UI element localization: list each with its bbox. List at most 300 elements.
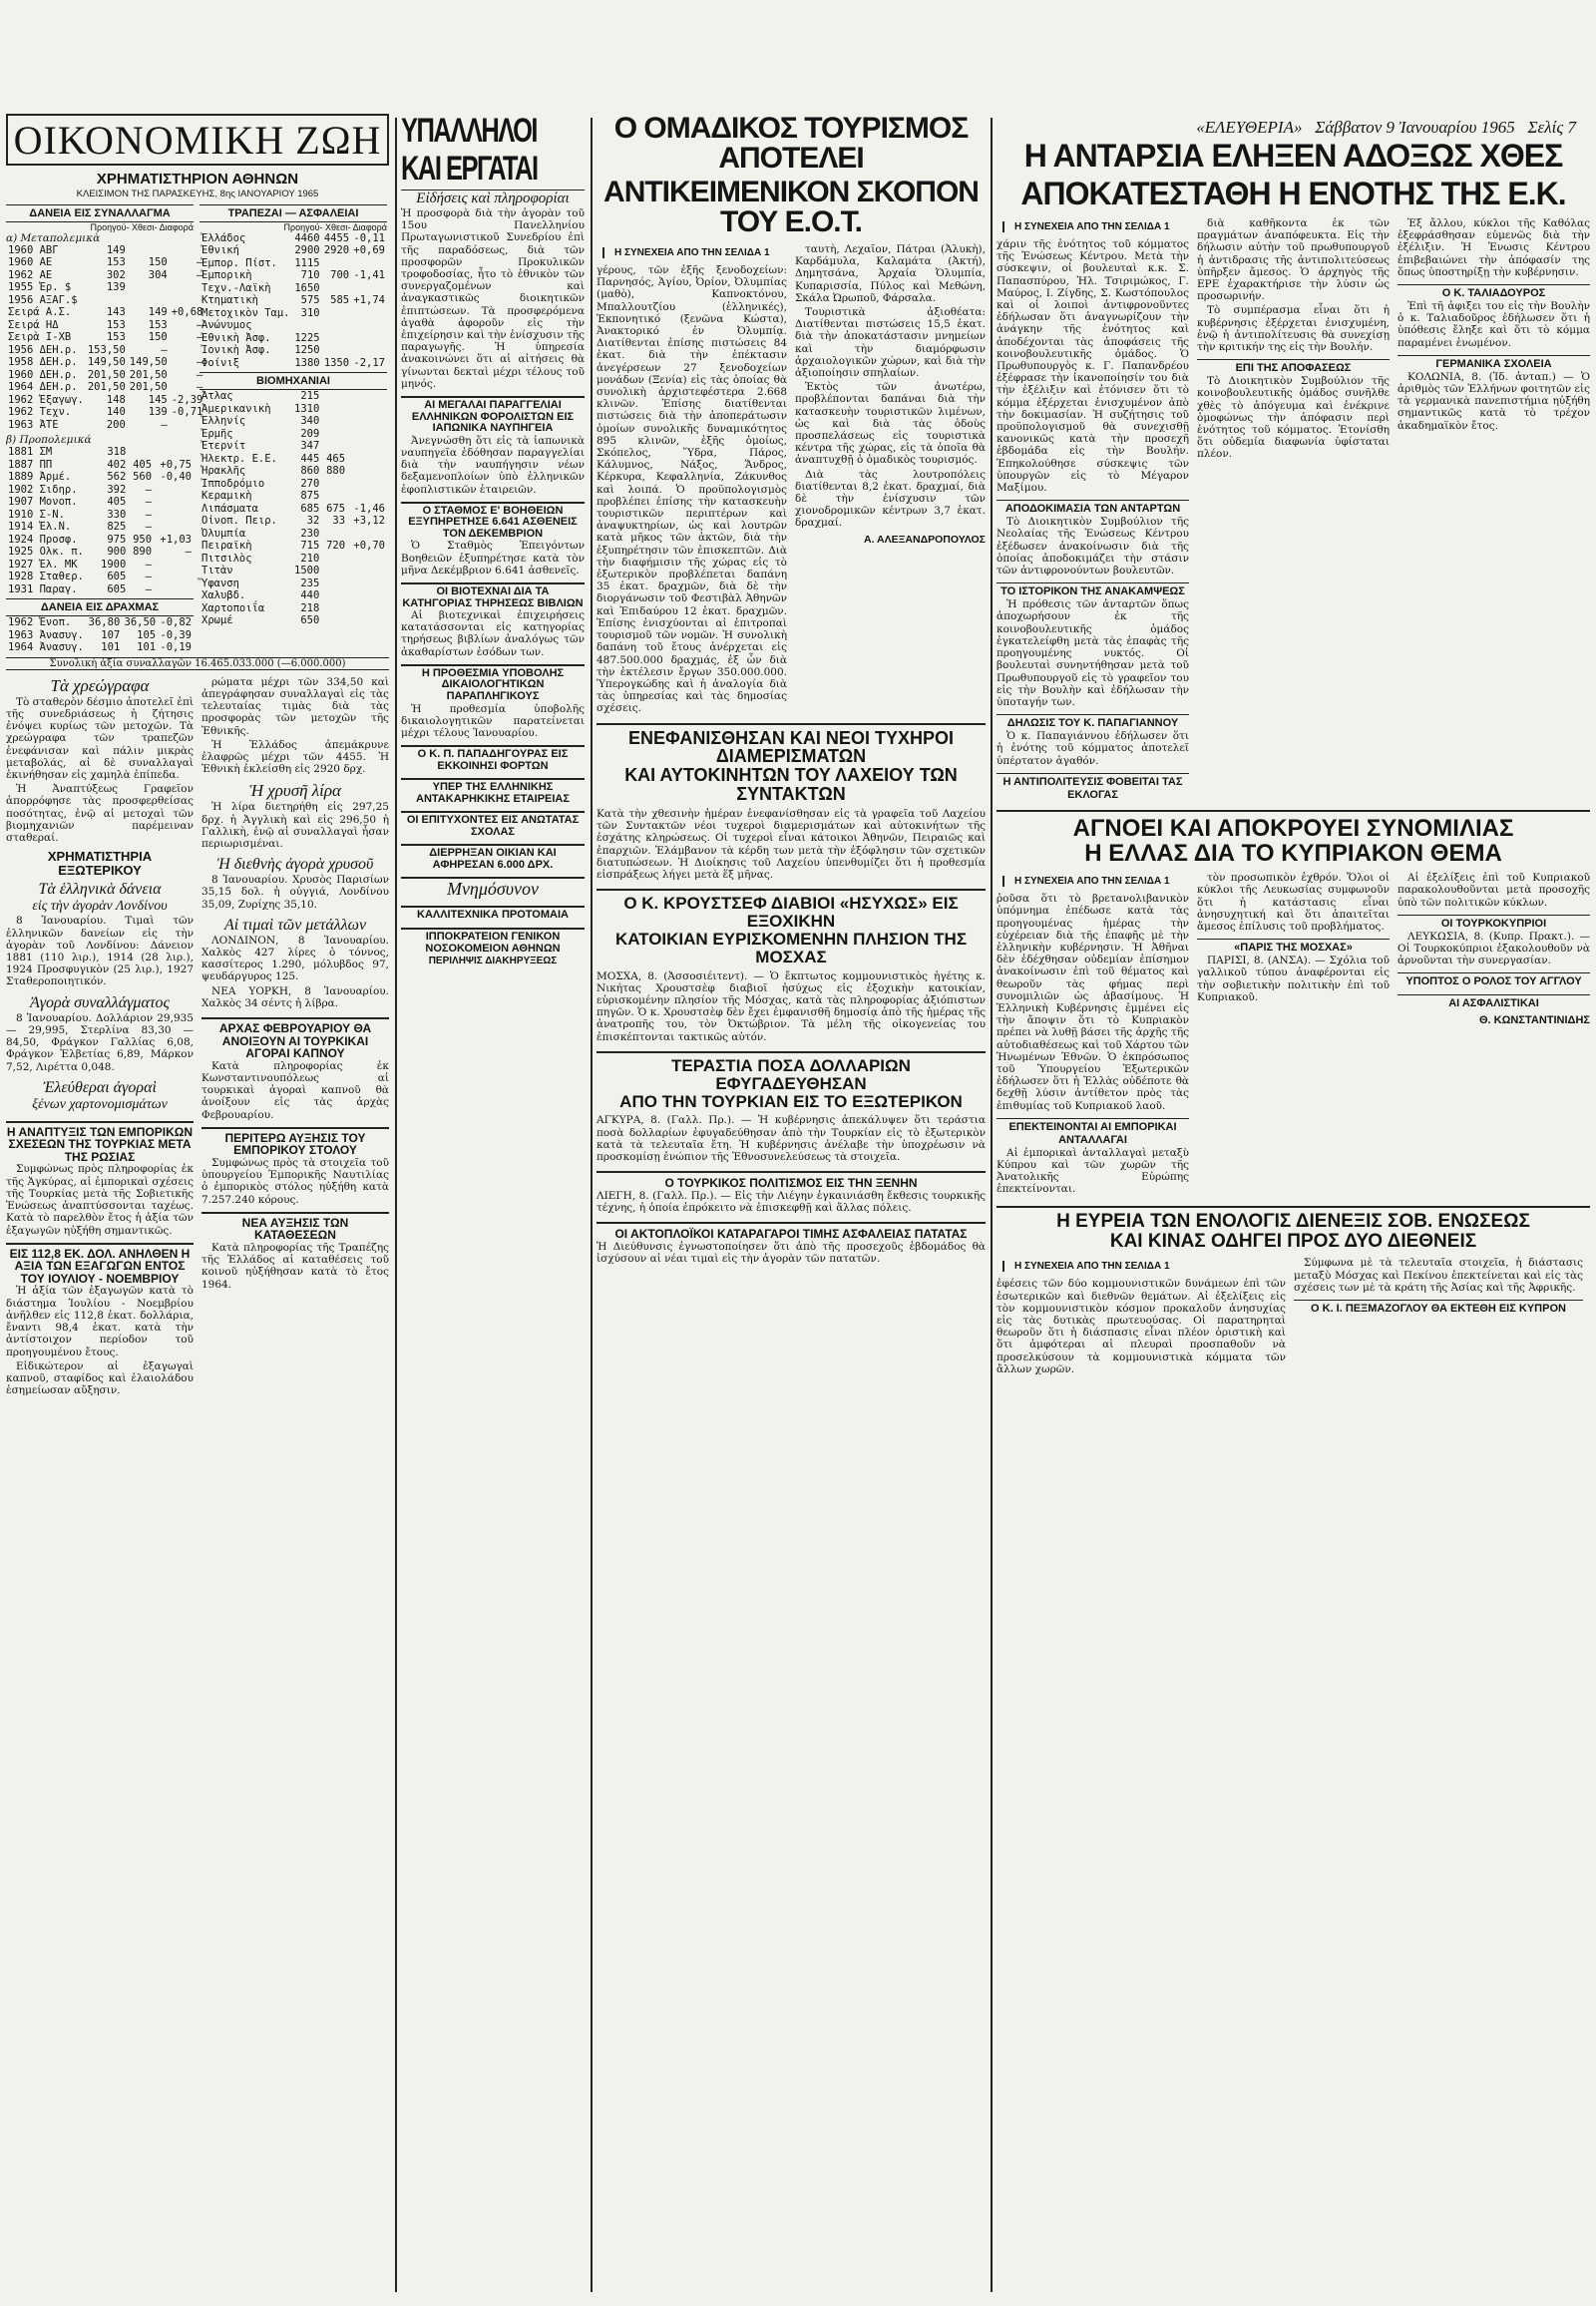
opposition-title: Η ΑΝΤΙΠΟΛΙΤΕΥΣΙΣ ΦΟΒΕΙΤΑΙ ΤΑΣ ΕΚΛΟΓΑΣ [997, 773, 1189, 802]
loans-sub-a: α) Μεταπολεμικὰ [6, 231, 101, 244]
table-row [6, 244, 204, 257]
taliadouros-text: Ἐπὶ τῆ ἀφιξει του εἰς τὴν Βουλὴν ὁ κ. Ταλιαδοῦρος ἐδήλωσεν ὅτι ἡ ὑπόθεσις ἔληξε καὶ ὅτι τὸ κόμμα παραμένει ἑνωμένον. [1397, 300, 1590, 349]
row-label: 1956 ΑΞΑΓ.$ [8, 293, 78, 306]
row-value: 235 [300, 576, 320, 589]
row-value: 585 [330, 294, 350, 307]
statement2-title: ΕΠΙ ΤΗΣ ΑΠΟΦΑΣΕΩΣ [1197, 359, 1390, 375]
turkish-cypriots-title: ΟΙ ΤΟΥΡΚΟΚΥΠΡΙΟΙ [1397, 915, 1590, 931]
row-value [347, 614, 387, 627]
loans-header: ΔΑΝΕΙΑ ΕΙΣ ΣΥΝΑΛΛΑΓΜΑ [6, 204, 194, 222]
table-row [6, 394, 204, 407]
row-value [347, 453, 387, 466]
row-value: 347 [300, 440, 320, 453]
free-market-title: Ἐλεύθεραι ἀγοραὶ [43, 1078, 157, 1096]
statement-title: ΑΠΟΔΟΚΙΜΑΣΙΑ ΤΩΝ ΑΝΤΑΡΤΩΝ [997, 500, 1189, 516]
producers-text: Ἀνεγνώσθη ὅτι εἰς τὰ ἰαπωνικὰ ναυπηγεῖα ἐδόθησαν παραγγελίαι διὰ τὴν ναυπήγησιν νέων δεξαμενοπλοίων ὑπὸ ἑλληνικῶν ἐφοπλιστικῶν ἑταιρειῶν. [401, 434, 585, 496]
row-value [321, 428, 347, 441]
row-label: Λιπάσματα [201, 502, 258, 515]
gold-world-title: Ἡ διεθνὴς ἀγορὰ χρυσοῦ [216, 856, 374, 874]
economy-right-text [201, 676, 389, 1399]
asia-text: Ἡ ἀξία τῶν ἐξαγωγῶν κατὰ τὸ διάστημα Ἰουλίου - Νοεμβρίου ἀνῆλθεν εἰς 112,8 ἑκατ. δολλάρια, ἔναντι 98,4 ἑκατ. κατὰ τὴν ἀντίστοιχον περίοδον τοῦ προηγουμένου ἔτους. Εἰδικώτερον αἱ ἐξαγωγαὶ καπνοῦ, σταφίδος καὶ ἐλαιολάδου ἐσημείωσαν αὔξησιν. [6, 1285, 194, 1397]
table-row [200, 357, 387, 370]
table-row [200, 503, 387, 516]
row-label: 1927 Ἐλ. ΜΚ [8, 558, 78, 571]
row-value [347, 577, 387, 590]
china-title-line1: Η ΕΥΡΕΙΑ ΤΩΝ ΕΝΟΛΟΓΙΣ ΔΙΕΝΕΞΙΣ ΣΟΒ. ΕΝΩΣΕΩΣ [1056, 1210, 1530, 1232]
china-end-title: Ο Κ. Ι. ΠΕΞΜΑΖΟΓΛΟΥ ΘΑ ΕΚΤΕΘΗ ΕΙΣ ΚΥΠΡΟΝ [1294, 1300, 1583, 1316]
row-label: Τεχν.-Λαϊκὴ [201, 281, 271, 294]
page-number: Σελίς 7 [1527, 118, 1576, 137]
row-label: 1881 ΣΜ [8, 446, 53, 459]
row-value: +0,75 [160, 458, 192, 471]
tourism-title-line1: Ο ΟΜΑΔΙΚΟΣ ΤΟΥΡΙΣΜΟΣ ΑΠΟΤΕΛΕΙ [613, 114, 969, 175]
papageorgiou-title: Ο Κ. Π. ΠΑΠΑΔΗΓΟΥΡΑΣ ΕΙΣ ΕΚΚΟΙΝΗΣΙ ΦΟΡΤΩΝ [401, 745, 585, 772]
table-row [6, 256, 204, 269]
market-commentary: ρώματα μέχρι τῶν 334,50 καὶ ἀπεγράφησαν συναλλαγαὶ εἰς τὰς τελευταίας τιμὰς διὰ τὰς προσφορὰς τῶν μετοχῶν τῆς Ἐθνικῆς. Ἡ Ἑλλάδος ἀπεμάκρυνε ἐλαφρῶς μέχρι τῶν 4455. Ἡ Ἐθνικὴ ἐκλείσθη εἰς 2920 δρχ. [201, 675, 389, 776]
london-title: Τὰ ἑλληνικὰ δάνεια [38, 881, 162, 899]
issue-date: Σάββατον 9 Ἰανουαρίου 1965 [1315, 118, 1515, 137]
row-label: 1964 ΔΕΗ.ρ. [8, 381, 78, 394]
bourse-title: ΧΡΗΜΑΤΙΣΤΗΡΙΟΝ ΑΘΗΝΩΝ [96, 171, 299, 188]
row-value: 209 [300, 427, 320, 440]
row-value [321, 577, 347, 590]
row-value: 201,50 [129, 381, 168, 394]
loans-table [6, 244, 204, 432]
table-row [6, 381, 204, 394]
table-row [6, 281, 204, 294]
row-value: — [145, 571, 153, 583]
table-row [6, 471, 194, 484]
middle-section [597, 114, 986, 2304]
row-value [322, 282, 351, 295]
deposits-title: ΝΕΑ ΑΥΞΗΣΙΣ ΤΩΝ ΚΑΤΑΘΕΣΕΩΝ [201, 1212, 389, 1242]
row-value: 900 [107, 546, 127, 559]
row-value: — [197, 381, 203, 394]
row-value: 860 [300, 465, 320, 478]
row-value: — [197, 268, 203, 281]
china-body-2: Σύμφωνα μὲ τὰ τελευταῖα στοιχεῖα, ἡ διάστασις μεταξὺ Μόσχας καὶ Πεκίνου ἐπεκτείνεται καὶ εἰς τὰς σχέσεις των μὲ τὰ κράτη τῆς Ἀσίας καὶ τῆς Ἀφρικῆς. [1294, 1257, 1583, 1294]
industry-header: ΒΙΟΜΗΧΑΝΙΑΙ [200, 372, 387, 390]
row-value: 201,50 [87, 368, 126, 381]
row-label: Πειραϊκὴ [201, 540, 252, 553]
drachma-header: ΔΑΝΕΙΑ ΕΙΣ ΔΡΑΧΜΑΣ [6, 598, 194, 616]
row-value: -2,17 [353, 356, 385, 369]
exchange-text: 8 Ἰανουαρίου. Δολλάριον 29,935 — 29,995, Στερλίνα 83,30 — 84,50, Φράγκον Γαλλίας 6,08, Φράγκον Ἑλβετίας 6,89, Μάρκον 7,52, Λιρέττα 0,048. [6, 1011, 194, 1073]
statement2-text: Τὸ Διοικητικὸν Συμβούλιον τῆς κοινοβουλευτικῆς ὁμάδος συνῆλθε χθὲς τὸ ἀπόγευμα καὶ ἐνέκρινε ὁμοφώνως τὴν ἀπόφασιν περὶ ἑνότητος τοῦ κόμματος. Ἐτονίσθη ὅτι οὐδεμία διαφωνία ὑφίσταται πλέον. [1197, 375, 1390, 461]
row-value: 210 [300, 552, 320, 565]
table-row [6, 534, 194, 547]
row-value: — [197, 256, 203, 269]
row-label: 1960 ΑΒΓ [8, 243, 59, 256]
row-label: Σειρά ΗΔ [8, 318, 59, 331]
row-value: 32 [306, 515, 320, 528]
row-value [347, 440, 387, 453]
row-value: -1,41 [353, 269, 385, 282]
khrushchev-title-line2: ΚΑΤΟΙΚΙΑΝ ΕΥΡΙΣΚΟΜΕΝΗΝ ΠΛΗΣΙΟΝ ΤΗΣ ΜΟΣΧΑΣ [614, 929, 968, 966]
row-value: -0,11 [353, 231, 385, 244]
potato-body: Ἡ Διεύθυνσις ἐγνωστοποίησεν ὅτι ἀπὸ τῆς προσεχοῦς ἑβδομάδος θὰ ἰσχύσουν αἱ νέαι τιμαὶ εἰς τὴν ἀγορὰν τῶν πατατῶν. [597, 1240, 986, 1266]
economy-banner [6, 114, 389, 166]
row-value: 685 [300, 502, 320, 515]
row-value: 1380 [294, 356, 320, 369]
revolt-continuation: Η ΣΥΝΕΧΕΙΑ ΑΠΟ ΤΗΝ ΣΕΛΙΔΑ 1 [1002, 221, 1189, 232]
students-text: ΚΟΛΩΝΙΑ, 8. (Ἰδ. ἀνταπ.) — Ὁ ἀριθμὸς τῶν Ἑλλήνων φοιτητῶν εἰς τὰ γερμανικὰ πανεπιστήμια ηὐξήθη σημαντικῶς κατὰ τὸ τρέχον ἀκαδημαϊκὸν ἔτος. [1397, 370, 1590, 432]
row-label: 1962 ΑΕ [8, 268, 53, 281]
row-value: 560 [133, 471, 153, 484]
row-value: — [145, 508, 153, 521]
row-value: 4455 [323, 231, 350, 244]
table-row [6, 583, 194, 596]
row-label: 1924 Προσφ. [8, 533, 78, 546]
row-value: 318 [107, 446, 127, 459]
row-label: Χαλυβδ. [201, 589, 246, 602]
row-value [351, 332, 387, 345]
row-value [351, 319, 387, 332]
industry-table [200, 390, 387, 627]
row-value: 105 [137, 628, 157, 641]
row-value: 875 [300, 490, 320, 503]
free-market-sub: ξένων χαρτονομισμάτων [32, 1096, 168, 1112]
schools-title: ΟΙ ΕΠΙΤΥΧΟΝΤΕΣ ΕΙΣ ΑΝΩΤΑΤΑΣ ΣΧΟΛΑΣ [401, 811, 585, 838]
row-value: 605 [107, 582, 127, 595]
row-value [321, 602, 347, 615]
row-label: 1962 Ἐνοπ. [8, 616, 72, 629]
row-value: 150 [148, 331, 168, 344]
row-label: Ἐμπορ. Πίστ. [201, 256, 277, 269]
row-value [322, 257, 351, 270]
row-value: 675 [326, 502, 346, 515]
row-value: 605 [107, 571, 127, 583]
row-value: — [145, 558, 153, 571]
table-row [6, 496, 194, 509]
row-value [321, 478, 347, 491]
row-value [321, 440, 347, 453]
row-label: 1925 Ολκ. π. [8, 546, 84, 559]
row-value: — [197, 356, 203, 369]
row-value: 36,80 [88, 616, 121, 629]
economy-section [6, 114, 389, 2304]
table-row [6, 641, 194, 654]
table-row [6, 369, 204, 382]
row-value: 880 [326, 465, 346, 478]
row-value: 153 [106, 331, 126, 344]
row-value: 575 [300, 294, 320, 307]
table-row [6, 294, 204, 307]
row-value: -1,46 [353, 502, 385, 515]
row-value: 465 [326, 452, 346, 465]
row-value: 1115 [294, 256, 320, 269]
china-title-line2: ΚΑΙ ΚΙΝΑΣ ΟΔΗΓΕΙ ΠΡΟΣ ΔΥΟ ΔΙΕΘΝΕΙΣ [1109, 1230, 1477, 1252]
row-value: +3,12 [353, 515, 385, 528]
row-value: 330 [107, 508, 127, 521]
row-label: Κτηματικὴ [201, 294, 258, 307]
row-value: — [185, 546, 192, 559]
hospital-sub: ΠΕΡΙΛΗΨΙΣ ΔΙΑΚΗΡΥΞΕΩΣ [428, 956, 558, 967]
bourse-date: ΚΛΕΙΣΙΜΟΝ ΤΗΣ ΠΑΡΑΣΚΕΥΗΣ, 8ης ΙΑΝΟΥΑΡΙΟΥ 1965 [76, 188, 319, 199]
students-title: ΓΕΡΜΑΝΙΚΑ ΣΧΟΛΕΙΑ [1397, 355, 1590, 371]
table-row [200, 490, 387, 503]
table-row [6, 484, 194, 497]
potato-article [597, 1222, 986, 1265]
row-value [351, 282, 387, 295]
china-body: ἐφέσεις τῶν δύο κομμουνιστικῶν δυνάμεων ἐπὶ τῶν ἐσωτερικῶν καὶ διεθνῶν θεμάτων. Αἱ ἐξελίξεις εἰς τὸν κομμουνιστικὸν κόσμον προκαλοῦν ἀνησυχίας εἰς τὰς δυτικὰς πρωτευούσας. Οἱ παρατηρηταὶ θεωροῦν ὅτι ἡ διάσπασις εἶναι πλέον ὁριστικὴ καὶ ὅτι ἀμφότεραι αἱ πλευραὶ προσπαθοῦν νὰ προσελκύσουν τὰ κομμουνιστικὰ κόμματα τῶν ἄλλων χωρῶν. [997, 1278, 1286, 1375]
row-value: 148 [106, 393, 126, 406]
metals-text: ΛΟΝΔΙΝΟΝ, 8 Ἰανουαρίου. Χαλκὸς 427 λίρες ὁ τόννος, κασσίτερος 1.290, μόλυβδος 97, ψευδάργυρος 125. ΝΕΑ ΥΟΡΚΗ, 8 Ἰανουαρίου. Χαλκὸς 34 σέντς ἡ λίβρα. [201, 934, 389, 1009]
row-value: 1900 [101, 558, 127, 571]
lottery-title-line1: ΕΝΕΦΑΝΙΣΘΗΣΑΝ ΚΑΙ ΝΕΟΙ ΤΥΧΗΡΟΙ ΔΙΑΜΕΡΙΣΜΑΤΩΝ [628, 727, 954, 767]
employees-title-line2: ΚΑΙ ΕΡΓΑΤΑΙ [401, 150, 538, 188]
fleet-title: ΠΕΡΙΤΕΡΩ ΑΥΞΗΣΙΣ ΤΟΥ ΕΜΠΟΡΙΚΟΥ ΣΤΟΛΟΥ [201, 1127, 389, 1157]
row-value: — [197, 318, 203, 331]
row-value [347, 465, 387, 478]
table-row [6, 459, 194, 472]
row-value: — [145, 582, 153, 595]
row-label: Ἀνώνυμος [201, 319, 252, 332]
running-head [1177, 118, 1576, 138]
row-value [321, 553, 347, 566]
table-row [200, 282, 387, 295]
row-label: Μετοχικὸν Ταμ. [201, 306, 290, 319]
row-value: 218 [300, 601, 320, 614]
khrushchev-body: ΜΟΣΧΑ, 8. (Ἀσσοσιέιτεντ). — Ὁ ἔκπτωτος κομμουνιστικὸς ἡγέτης κ. Νικήτας Χρουστσὲφ διαβιοῖ ἡσύχως εἰς ἐξοχικὴν κατοικίαν, εὑρισκομένην πλησίον τῆς Μόσχας, κατὰ τὰς πληροφορίας ἀξιόπιστων πηγῶν. Ὁ κ. Χρουστσὲφ δὲν ἔχει ἐμφανισθῆ δημοσίᾳ ἀπὸ τῆς ἡμέρας τῆς ἀνατροπῆς του, τὸν Ὀκτώβριον. Τὰ μέλη τῆς οἰκογενείας του ἐπισκέπτονται τακτικῶς αὐτόν. [597, 969, 986, 1043]
row-value: 145 [148, 393, 168, 406]
deadline-title: Η ΠΡΟΘΕΣΜΙΑ ΥΠΟΒΟΛΗΣ ΔΙΚΑΙΟΛΟΓΗΤΙΚΩΝ ΠΑΡΑΠΛΗΓΙΚΟΥΣ [401, 664, 585, 703]
table-row [6, 521, 194, 534]
fund-text: Ὁ Σταθμὸς Ἐπειγόντων Βοηθειῶν ἐξυπηρέτησε κατὰ τὸν μῆνα Δεκέμβριον 6.641 ἀσθενεῖς. [401, 540, 585, 576]
row-value: 143 [106, 306, 126, 319]
papers-title: Τὰ χρεώγραφα [50, 675, 150, 695]
row-label: 1962 Τεχν. [8, 406, 72, 419]
row-value [347, 490, 387, 503]
hospital-title: ΙΠΠΟΚΡΑΤΕΙΟΝ ΓΕΝΙΚΟΝ ΝΟΣΟΚΟΜΕΙΟΝ ΑΘΗΝΩΝ [401, 928, 585, 955]
books-text: Αἱ βιοτεχνικαὶ ἐπιχειρήσεις κατατάσσονται εἰς κατηγορίας τηρήσεως βιβλίων ἀναλόγως τῶν ἀκαθαρίστων ἐσόδων των. [401, 609, 585, 658]
row-value [321, 565, 347, 577]
table-row [200, 577, 387, 590]
table-row [200, 440, 387, 453]
row-value [321, 589, 347, 602]
row-value: — [161, 343, 168, 356]
col-heading: Προηγού- Χθεσι- Διαφορά [283, 221, 387, 232]
row-value: -0,82 [160, 616, 192, 629]
row-value [154, 559, 194, 572]
row-value: 107 [101, 628, 121, 641]
row-value: — [145, 483, 153, 496]
row-label: 1902 Σιδηρ. [8, 483, 78, 496]
row-value: -0,40 [160, 471, 192, 484]
row-value: 153 [106, 318, 126, 331]
row-value: 139 [148, 406, 168, 419]
row-label: Ἐμπορικὴ [201, 269, 252, 282]
gold-text: Ἡ λίρα διετηρήθη εἰς 297,25 δρχ. ἡ Ἀγγλικὴ καὶ εἰς 296,50 ἡ Γαλλικὴ, ἐνῷ αἱ συναλλαγαὶ ἦσαν περιωρισμέναι. [201, 801, 389, 850]
asia-title: ΕΙΣ 112,8 ΕΚ. ΔΟΛ. ΑΝΗΛΘΕΝ Η ΑΞΙΑ ΤΩΝ ΕΞΑΓΩΓΩΝ ΕΝΤΟΣ ΤΟΥ ΙΟΥΛΙΟΥ - ΝΟΕΜΒΡΙΟΥ [6, 1243, 194, 1286]
row-value [154, 571, 194, 583]
trade-title: ΕΠΕΚΤΕΙΝΟΝΤΑΙ ΑΙ ΕΜΠΟΡΙΚΑΙ ΑΝΤΑΛΛΑΓΑΙ [997, 1118, 1189, 1147]
row-value: 149 [148, 306, 168, 319]
row-label: Χρωμέ [201, 614, 233, 627]
row-value: 153 [106, 256, 126, 269]
row-label: 1887 ΠΠ [8, 458, 53, 471]
table-row [6, 616, 194, 629]
lottery-article [597, 723, 986, 882]
row-label: Ἀμερικανικὴ [201, 402, 271, 415]
row-value: 302 [106, 268, 126, 281]
table-row [200, 332, 387, 345]
row-value: 201,50 [87, 381, 126, 394]
row-value: 720 [326, 540, 346, 553]
row-label: 1907 Μονοπ. [8, 496, 78, 509]
books-title: ΟΙ ΒΙΟΤΕΧΝΑΙ ΔΙΑ ΤΑ ΚΑΤΗΓΟΡΙΑΣ ΤΗΡΗΣΕΩΣ ΒΙΒΛΙΩΝ [401, 582, 585, 609]
right-section [997, 140, 1590, 2304]
table-row [200, 478, 387, 491]
row-value [154, 484, 194, 497]
table-row [200, 257, 387, 270]
row-value: — [197, 331, 203, 344]
russia-title: Η ΑΝΑΠΤΥΞΙΣ ΤΩΝ ΕΜΠΟΡΙΚΩΝ ΣΧΕΣΕΩΝ ΤΗΣ ΤΟΥΡΚΙΑΣ ΜΕΤΑ ΤΗΣ ΡΩΣΙΑΣ [6, 1121, 194, 1164]
tourism-signature: Α. ΑΛΕΞΑΝΔΡΟΠΟΥΛΟΣ [864, 533, 986, 546]
row-value: 201,50 [129, 368, 168, 381]
table-row [6, 571, 194, 583]
row-label: 1931 Παραγ. [8, 582, 78, 595]
paper-name: «ΕΛΕΥΘΕΡΙΑ» [1196, 118, 1303, 137]
tourism-body-2: ταυτὴ, Λεχαῖον, Πάτραι (Ἀλυκὴ), Καρδάμυλα, Καλαμάτα (Ἀκτή), Δημητσάνα, Ἀρχαία Ὀλυμπία, Κυπαρισσία, Πύλος καὶ Μεθώνη, Σκάλα Ὠρωποῦ, Φάρσαλα. Τουριστικὰ ἀξιοθέατα: Διατίθενται πιστώσεις 15,5 ἑκατ. διὰ τὴν ἀποκατάστασιν μνημείων καὶ τὴν διαμόρφωσιν ἀρχαιολογικῶν χώρων, καὶ διὰ τὴν ἀξιοποίησιν σπηλαίων. Ἐκτὸς τῶν ἀνωτέρω, προβλέπονται δαπάναι διὰ τὴν κατασκευὴν τουριστικῶν λιμένων, ὡς καὶ διὰ τὰς ὁδοὺς προσπελάσεως εἰς τουριστικὰ κέντρα τῆς χώρας, εἰς τὰ ὁποῖα θὰ ἀναπτυχθῇ ὁ ὁμαδικὸς τουρισμός. Διὰ τὰς λουτροπόλεις διατίθενται 8,2 ἑκατ. δραχμαί, διὰ δὲ τὴν ἐνίσχυσιν τῶν χιονοδρομικῶν κέντρων 3,7 ἑκατ. δραχμαί. [795, 243, 986, 530]
table-row [200, 553, 387, 566]
metals-title: Αἱ τιμαὶ τῶν μετάλλων [223, 916, 367, 934]
row-value [321, 415, 347, 428]
banks-table [200, 232, 387, 370]
row-label: Ἀτλας [201, 390, 233, 403]
row-value [322, 307, 351, 320]
row-value: 1250 [294, 344, 320, 357]
table-row [6, 546, 194, 559]
employees-body: Ἡ προσφορὰ διὰ τὴν ἀγορὰν τοῦ 15ου Πανελληνίου Πρωταγωνιστικοῦ Συνεδρίου ἐπὶ τῆς παραδόσεως, διὰ τῶν προσφορῶν Προκυλικῶν τροφοδοσίας, ἦτο τὸ ἐθνικὸν τῶν συνεργαζομένων καὶ ἀναγκαστικῶς διοικητικῶν ἐπιπτώσεων. Τὰ προσφερόμενα ἀγαθὰ ἀφοροῦν εἰς τὴν ἐπιχείρησιν καὶ τὴν ἐνίσχυσιν τῆς παραγωγῆς. Ἡ ὑπηρεσία ἀνακοινώνει ὅτι αἱ αἰτήσεις θὰ γίνωνται δεκταὶ μέχρι τέλους τοῦ μηνός. [401, 207, 585, 390]
row-value: 1500 [294, 565, 320, 577]
row-value: -0,71 [171, 406, 203, 419]
row-label: Ἰπποδρόμιο [201, 477, 265, 490]
row-value: 1350 [323, 356, 350, 369]
table-row [6, 269, 204, 282]
row-label: Σειρὰ Ι-ΧΒ [8, 331, 72, 344]
table-row [200, 415, 387, 428]
row-value: 340 [300, 415, 320, 428]
drachma-table [6, 616, 194, 654]
row-label: Σειρά Α.Σ. [8, 306, 72, 319]
row-label: Φοίνιξ [201, 356, 239, 369]
table-row [6, 509, 194, 522]
turkish-cypriots-text: ΛΕΥΚΩΣΙΑ, 8. (Κυπρ. Πρακτ.). — Οἱ Τουρκοκύπριοι ἐξακολουθοῦν νὰ ἀρνοῦνται τὴν συνεργασίαν. [1397, 930, 1590, 967]
table-row [200, 428, 387, 441]
memorial-title: Μνημόσυνον [401, 877, 585, 900]
lottery-title-line2: ΚΑΙ ΑΥΤΟΚΙΝΗΤΩΝ ΤΟΥ ΛΑΧΕΙΟΥ ΤΩΝ ΣΥΝΤΑΚΤΩΝ [624, 765, 958, 805]
row-value: — [197, 368, 203, 381]
row-value [321, 614, 347, 627]
row-value: 445 [300, 452, 320, 465]
history-text: Ἡ πρόθεσις τῶν ἀνταρτῶν ὅπως ἀποχωρήσουν ἐκ τῆς κοινοβουλευτικῆς ὁμάδος ἐγκατελείφθη μετὰ τὰς ἐπαφὰς τῆς προηγουμένης νυκτός. Οἱ βουλευταὶ συνηντήθησαν μετὰ τοῦ Πρωθυπουργοῦ εἰς τὸ γραφεῖον του εἰς τὴν Βουλὴν καὶ ἐδήλωσαν τὴν ὑποταγήν των. [997, 598, 1189, 708]
row-value [322, 332, 351, 345]
row-value: 101 [137, 641, 157, 654]
row-value [347, 478, 387, 491]
table-row [200, 453, 387, 466]
row-label: 1928 Σταθερ. [8, 571, 84, 583]
khrushchev-article [597, 889, 986, 1043]
row-value [292, 319, 321, 332]
row-value [347, 602, 387, 615]
foreign-title: ΧΡΗΜΑΤΙΣΤΗΡΙΑ ΕΞΩΤΕΡΙΚΟΥ [47, 849, 153, 878]
row-label: 1963 Ἀνασυγ. [8, 628, 84, 641]
row-label: Ἰονικὴ Ἀσφ. [201, 344, 271, 357]
row-value: 2920 [323, 244, 350, 257]
row-value [351, 257, 387, 270]
london-sub: εἰς τὴν ἀγορὰν Λονδίνου [32, 899, 168, 915]
security-title: ΑΙ ΑΣΦΑΛΙΣΤΙΚΑΙ [1397, 994, 1590, 1010]
table-row [200, 614, 387, 627]
row-value: 149,50 [129, 356, 168, 369]
dollars-body: ΑΓΚΥΡΑ, 8. (Γαλλ. Πρ.). — Ἡ κυβέρνησις ἀπεκάλυψεν ὅτι τεράστια ποσὰ δολλαρίων ἐφυγαδεύθησαν ἀπὸ τὴν Τουρκίαν εἰς τὸ ἐξωτερικὸν κατὰ τὰ τελευταῖα ἔτη. Ἡ κυβέρνησις ἀνέλαβε τὴν ὑποχρέωσιν νὰ προσκομίσῃ ἐνώπιον τῆς Ἐθνοσυνελεύσεως τὰ στοιχεῖα. [597, 1114, 986, 1164]
deadline-text: Ἡ προθεσμία ὑποβολῆς δικαιολογητικῶν παρατείνεται μέχρι τέλους Ἰανουαρίου. [401, 702, 585, 739]
column-rule [991, 118, 993, 2292]
table-row [200, 589, 387, 602]
row-value: 36,50 [124, 616, 157, 629]
row-label: 1889 Ἀρμέ. [8, 471, 72, 484]
row-label: 1956 ΔΕΗ.ρ. [8, 343, 78, 356]
employees-subtitle: Εἰδήσεις καὶ πληροφορίαι [401, 190, 585, 207]
row-value: 950 [133, 533, 153, 546]
gold-title: Ἡ χρυσῆ λίρα [249, 781, 341, 801]
row-value: 392 [107, 483, 127, 496]
gold-world-text: 8 Ἰανουαρίου. Χρυσὸς Παρισίων 35,15 δολ. ἡ οὐγγιά, Λονδίνου 35,09, Ζυρίχης 35,10. [201, 874, 389, 911]
un-title: ΥΠΟΠΤΟΣ Ο ΡΟΛΟΣ ΤΟΥ ΑΓΓΛΟΥ [1397, 972, 1590, 988]
total-line: Συνολικὴ ἀξία συναλλαγῶν 16.465.033.000 (—6.000.000) [6, 657, 389, 670]
row-label: Ἐτερνίτ [201, 440, 246, 453]
paris-text: ΠΑΡΙΣΙ, 8. (ΑΝΣΑ). — Σχόλια τοῦ γαλλικοῦ τύπου ἀναφέρονται εἰς τὴν σοβιετικὴν πολιτικὴν ἐπὶ τοῦ Κυπριακοῦ. [1197, 955, 1390, 1003]
row-value: 700 [330, 269, 350, 282]
row-value: 230 [300, 527, 320, 540]
row-value: -0,39 [160, 628, 192, 641]
row-label: Ὕφανση [201, 576, 239, 589]
row-value: 402 [107, 458, 127, 471]
row-value: 153,50 [87, 343, 126, 356]
row-value: 825 [107, 521, 127, 534]
turkish-culture-article [597, 1171, 986, 1214]
china-continuation: Η ΣΥΝΕΧΕΙΑ ΑΠΟ ΤΗΝ ΣΕΛΙΔΑ 1 [1002, 1261, 1286, 1272]
col-heading: Προηγού- Χθεσι- Διαφορά [90, 221, 194, 232]
table-row [200, 294, 387, 307]
employees-title-line1: ΥΠΑΛΛΗΛΟΙ [401, 114, 538, 150]
row-label: 1914 Ἐλ.Ν. [8, 521, 72, 534]
table-row [6, 319, 204, 332]
row-label: Ἐθνικὴ Ἀσφ. [201, 331, 271, 344]
row-value [128, 244, 170, 257]
row-value [321, 528, 347, 541]
table-row [200, 390, 387, 403]
exchange-title: Ἀγορὰ συναλλάγματος [29, 993, 171, 1011]
china-article [997, 1206, 1590, 1376]
table-row [200, 403, 387, 416]
russia-text: Συμφώνως πρὸς πληροφορίας ἐκ τῆς Ἀγκύρας, αἱ ἐμπορικαὶ σχέσεις τῆς Τουρκίας μετὰ τῆς Σοβιετικῆς Ἑνώσεως ἀναπτύσσονται ταχέως. Κατὰ τὸ παρελθὸν ἔτος ἡ ἀξία τῶν ἐξαγωγῶν ηὐξήθη σημαντικῶς. [6, 1163, 194, 1237]
table-row [6, 419, 204, 432]
table-row [200, 269, 387, 282]
row-label: 1910 Σ-Ν. [8, 508, 65, 521]
row-label: 1958 ΔΕΗ.ρ. [8, 356, 78, 369]
cyprus-article [997, 810, 1590, 1198]
dollars-title-line2: ΑΠΟ ΤΗΝ ΤΟΥΡΚΙΑΝ ΕΙΣ ΤΟ ΕΞΩΤΕΡΙΚΟΝ [619, 1091, 963, 1111]
row-value: 310 [300, 306, 320, 319]
row-value [321, 403, 347, 416]
row-label: Ἑλλάδος [201, 231, 246, 244]
history-title: ΤΟ ΙΣΤΟΡΙΚΟΝ ΤΗΣ ΑΝΑΚΑΜΨΕΩΣ [997, 582, 1189, 598]
table-row [6, 344, 204, 357]
table-row [200, 602, 387, 615]
row-value: 215 [300, 390, 320, 403]
